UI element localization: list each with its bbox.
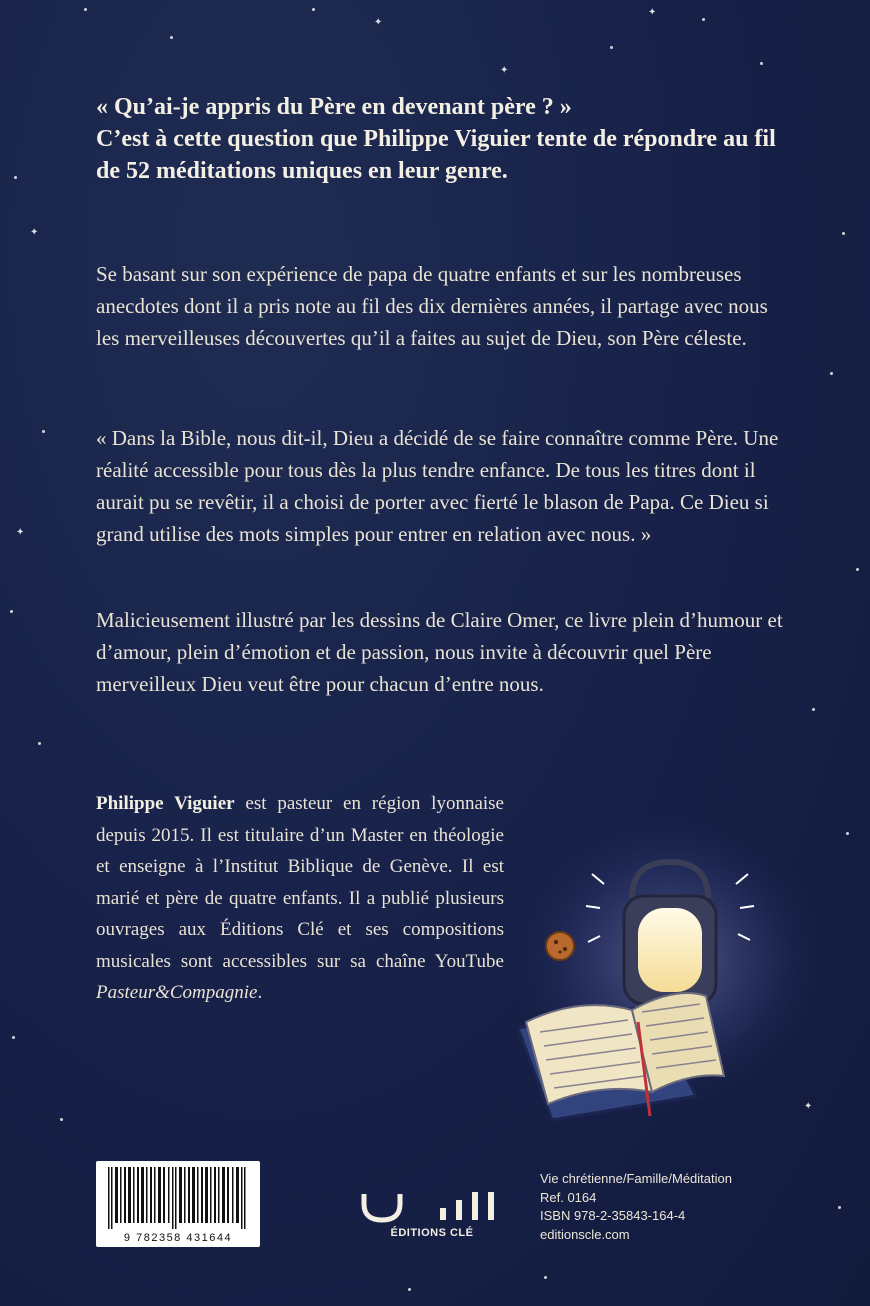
editions-cle-logo-icon <box>352 1186 512 1226</box>
star-icon <box>312 8 315 11</box>
star-icon <box>610 46 613 49</box>
star-icon <box>10 610 13 613</box>
description-paragraph: Malicieusement illustré par les dessins de Claire Omer, ce livre plein d’humour et d’amour, plein d’émotion et de passion, nous invite à découvrir quel Père merveilleux Dieu veut être pour chacun d’entre nous. <box>96 608 783 696</box>
lantern-book-illustration <box>500 800 830 1130</box>
star-icon <box>702 18 705 21</box>
book-category: Vie chrétienne/Famille/Méditation <box>540 1171 732 1186</box>
star-icon <box>856 568 859 571</box>
star-icon <box>838 1206 841 1209</box>
star-icon <box>842 232 845 235</box>
cookie-icon <box>546 932 574 960</box>
star-icon: ✦ <box>16 527 25 538</box>
star-icon <box>60 1118 63 1121</box>
star-icon <box>170 36 173 39</box>
book-metadata <box>540 1170 800 1244</box>
star-icon <box>12 1036 15 1039</box>
star-icon <box>38 742 41 745</box>
star-icon <box>760 62 763 65</box>
star-icon: ✦ <box>804 1101 813 1112</box>
star-icon <box>544 1276 547 1279</box>
quote-paragraph: « Dans la Bible, nous dit-il, Dieu a décidé de se faire connaître comme Père. Une réalité accessible pour tous dès la plus tendre enfance. De tous les titres dont il aurait pu se revêtir, il a choisi de porter avec fierté le blason de Papa. Ce Dieu si grand utilise des mots simples pour entrer en relation avec nous. » <box>96 426 779 546</box>
back-cover-headline <box>96 91 796 187</box>
headline-question: « Qu’ai-je appris du Père en devenant père ? » <box>96 94 572 120</box>
barcode-number: 9 782358 431644 <box>123 1232 233 1244</box>
star-icon: ✦ <box>500 65 509 76</box>
star-icon <box>84 8 87 11</box>
publisher-logo <box>352 1186 512 1246</box>
star-icon: ✦ <box>30 227 39 238</box>
book-reference: Ref. 0164 <box>540 1189 597 1205</box>
barcode-icon <box>106 1167 250 1229</box>
star-icon: ✦ <box>374 17 383 28</box>
publisher-website: editionscle.com <box>540 1226 630 1242</box>
description-paragraph: Se basant sur son expérience de papa de quatre enfants et sur les nombreuses anecdotes dont il a pris note au fil des dix dernières années, il partage avec nous les merveilleuses découvertes qu’il a faites au sujet de Dieu, son Père céleste. <box>96 262 768 350</box>
star-icon: ✦ <box>648 7 657 18</box>
author-bio: Philippe Viguier est pasteur en région lyonnaise depuis 2015. Il est titulaire d’un Master en théologie et enseigne à l’Institut Biblique de Genève. Il est marié et père de quatre enfants. Il a publié plusieurs ouvrages aux Éditions Clé et ses compositions musicales sont accessibles sur sa chaîne YouTube Pasteur&Compagnie. <box>96 793 504 1003</box>
headline-subtitle: C’est à cette question que Philippe Viguier tente de répondre au fil de 52 méditations uniques en leur genre. <box>96 126 776 184</box>
star-icon <box>846 832 849 835</box>
star-icon <box>42 430 45 433</box>
star-icon <box>812 708 815 711</box>
star-icon <box>408 1288 411 1291</box>
author-name: Philippe Viguier <box>96 793 235 814</box>
star-icon <box>14 176 17 179</box>
star-icon <box>830 372 833 375</box>
youtube-channel-name: Pasteur&Compagnie <box>96 982 258 1003</box>
book-isbn: ISBN 978-2-35843-164-4 <box>540 1208 686 1223</box>
publisher-name: ÉDITIONS CLÉ <box>390 1227 474 1239</box>
isbn-barcode <box>96 1161 260 1247</box>
author-bio-text: est pasteur en région lyonnaise depuis 2015. Il est titulaire d’un Master en théologie et enseigne à l’Institut Biblique de Genève. Il est marié et père de quatre enfants. Il a publié plusieurs ouvrages aux Éditions Clé et ses compositions musicales sont accessibles sur sa chaîne YouTube <box>96 793 504 972</box>
